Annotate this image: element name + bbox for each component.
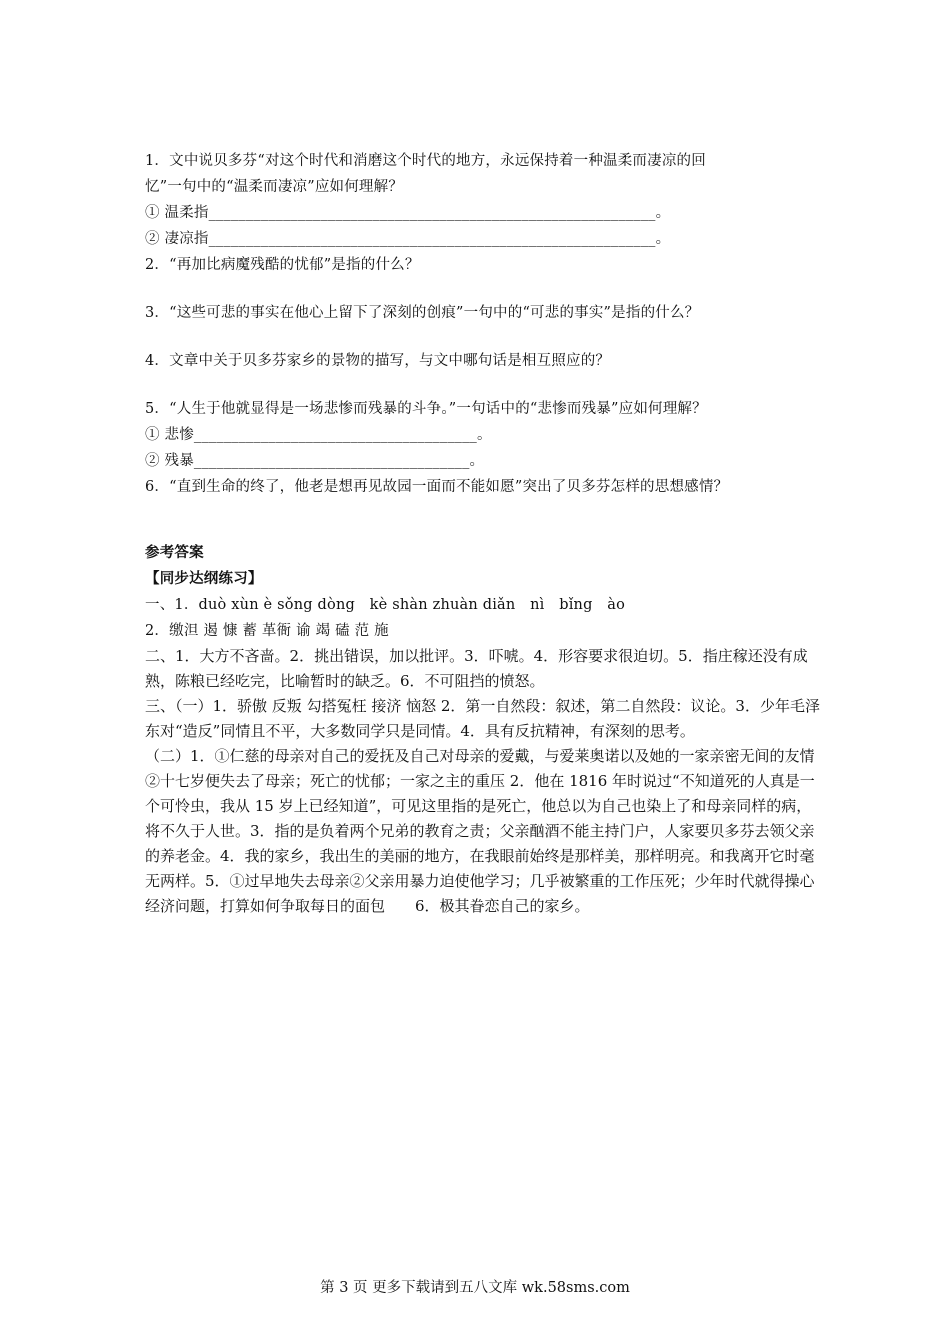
question-4: 4．文章中关于贝多芬家乡的景物的描写，与文中哪句话是相互照应的？ xyxy=(145,353,611,369)
answer-part-1-pinyin: 一、1．duò xùn è sǒng dòng kè shàn zhuàn diǎn nì bǐng ào xyxy=(145,597,626,613)
answer-part-2: 二、1．大方不吝啬。2．挑出错误，加以批评。3．吓唬。4．形容要求很迫切。5．指庄稼还没有成熟，陈粮已经吃完，比喻暂时的缺乏。6．不可阻挡的愤怒。 xyxy=(145,647,808,690)
question-1-blank-1: ① 温柔指____________________________________________________________。 xyxy=(145,205,671,221)
question-1-line-2: 忆”一句中的“温柔而凄凉”应如何理解？ xyxy=(145,179,404,195)
document-body xyxy=(145,148,825,919)
answer-part-3-1: 三、（一）1．骄傲 反叛 勾搭冤枉 接济 恼怒 2．第一自然段：叙述，第二自然段：议论。3．少年毛泽东对“造反”同情且不平，大多数同学只是同情。4．具有反抗精神，有深刻的思考。 xyxy=(145,697,820,740)
answers-section-heading: 【同步达纲练习】 xyxy=(145,571,263,587)
question-5-blank-2: ② 残暴_____________________________________。 xyxy=(145,453,485,469)
question-5-blank-1: ① 悲惨______________________________________。 xyxy=(145,427,492,443)
question-5: 5．“人生于他就显得是一场悲惨而残暴的斗争。”一句话中的“悲惨而残暴”应如何理解？ xyxy=(145,401,707,417)
question-1-line-1: 1．文中说贝多芬“对这个时代和消磨这个时代的地方，永远保持着一种温柔而凄凉的回 xyxy=(145,153,706,169)
question-2: 2．“再加比病魔残酷的忧郁”是指的什么？ xyxy=(145,257,420,273)
question-3: 3．“这些可悲的事实在他心上留下了深刻的创痕”一句中的“可悲的事实”是指的什么？ xyxy=(145,305,700,321)
page-footer: 第 3 页 更多下载请到五八文库 wk.58sms.com xyxy=(320,1280,630,1296)
question-1-blank-2: ② 凄凉指____________________________________________________________。 xyxy=(145,231,671,247)
answer-part-3-2: （二）1．①仁慈的母亲对自己的爱抚及自己对母亲的爱戴，与爱莱奥诺以及她的一家亲密无间的友情②十七岁便失去了母亲；死亡的忧郁；一家之主的重压 2．他在 1816 年时说过“不知道死的人真是一个可怜虫，我从 15 岁上已经知道”，可见这里指的是死亡，他总以为自己也染上了和母亲同样的病，将不久于人世。3．指的是负着两个兄弟的教育之责；父亲酗酒不能主持门户，人家要贝多芬去领父亲的养老金。4．我的家乡，我出生的美丽的地方，在我眼前始终是那样美，那样明亮。和我离开它时毫无两样。5．①过早地失去母亲②父亲用暴力迫使他学习；几乎被繁重的工作压死；少年时代就得操心经济问题，打算如何争取每日的面包 6．极其眷恋自己的家乡。 xyxy=(145,747,815,915)
answer-part-1-characters: 2．缴泹 遏 慷 蓄 革衙 谕 竭 磕 范 施 xyxy=(145,623,389,639)
question-6: 6．“直到生命的终了，他老是想再见故园一面而不能如愿”突出了贝多芬怎样的思想感情？ xyxy=(145,479,729,495)
answers-title: 参考答案 xyxy=(145,545,204,561)
